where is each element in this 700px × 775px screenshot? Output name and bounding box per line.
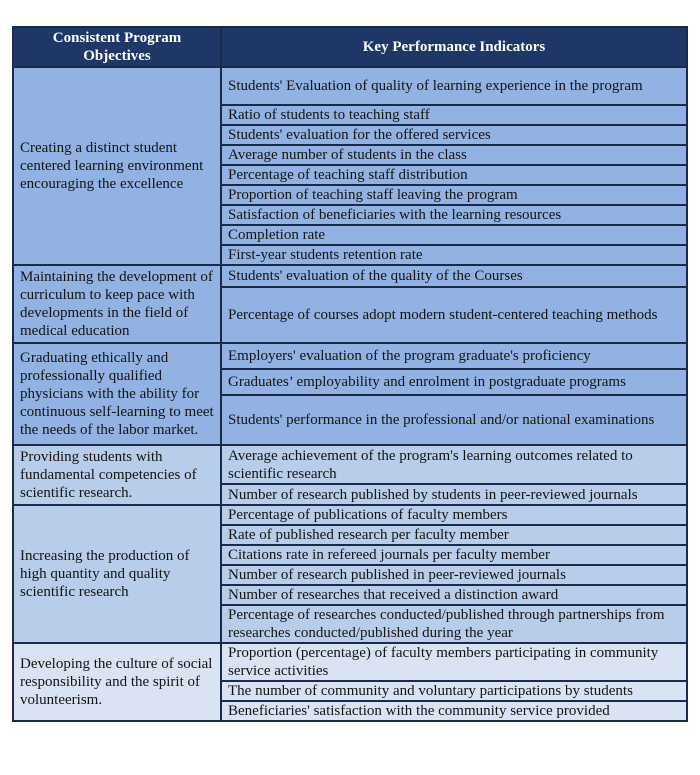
indicator-cell: Number of researches that received a distinction award — [221, 585, 687, 605]
indicator-cell: Employers' evaluation of the program graduate's proficiency — [221, 343, 687, 369]
indicator-cell: Proportion (percentage) of faculty members participating in community service activities — [221, 643, 687, 681]
table-row — [13, 643, 687, 681]
indicator-cell: Students' Evaluation of quality of learning experience in the program — [221, 67, 687, 105]
indicator-cell: Average number of students in the class — [221, 145, 687, 165]
table-row — [13, 505, 687, 525]
table-row — [13, 67, 687, 105]
objective-cell: Developing the culture of social responsibility and the spirit of volunteerism. — [13, 643, 221, 721]
table-row — [13, 265, 687, 287]
indicator-cell: Graduates’ employability and enrolment in postgraduate programs — [221, 369, 687, 395]
indicator-cell: Number of research published by students in peer-reviewed journals — [221, 484, 687, 505]
indicator-cell: Students' evaluation for the offered services — [221, 125, 687, 145]
indicator-cell: Number of research published in peer-reviewed journals — [221, 565, 687, 585]
objective-cell: Providing students with fundamental competencies of scientific research. — [13, 445, 221, 505]
indicator-cell: Completion rate — [221, 225, 687, 245]
kpi-table — [12, 26, 688, 722]
objective-cell: Graduating ethically and professionally qualified physicians with the ability for continuous self-learning to meet the needs of the labor market. — [13, 343, 221, 445]
indicator-cell: Percentage of researches conducted/published through partnerships from researches conducted/published during the year — [221, 605, 687, 643]
indicator-cell: Percentage of publications of faculty members — [221, 505, 687, 525]
kpis-header: Key Performance Indicators — [221, 27, 687, 67]
indicator-cell: Proportion of teaching staff leaving the program — [221, 185, 687, 205]
indicator-cell: Rate of published research per faculty member — [221, 525, 687, 545]
objectives-header: Consistent Program Objectives — [13, 27, 221, 67]
indicator-cell: Students' performance in the professional and/or national examinations — [221, 395, 687, 445]
objective-cell: Maintaining the development of curriculum to keep pace with developments in the field of medical education — [13, 265, 221, 343]
indicator-cell: The number of community and voluntary participations by students — [221, 681, 687, 701]
objective-cell: Increasing the production of high quantity and quality scientific research — [13, 505, 221, 643]
indicator-cell: Percentage of teaching staff distribution — [221, 165, 687, 185]
objective-cell: Creating a distinct student centered learning environment encouraging the excellence — [13, 67, 221, 265]
header-row — [13, 27, 687, 67]
table-row — [13, 343, 687, 369]
indicator-cell: Percentage of courses adopt modern student-centered teaching methods — [221, 287, 687, 343]
indicator-cell: Students' evaluation of the quality of the Courses — [221, 265, 687, 287]
indicator-cell: Average achievement of the program's learning outcomes related to scientific research — [221, 445, 687, 484]
kpi-table-container — [12, 26, 686, 722]
indicator-cell: Ratio of students to teaching staff — [221, 105, 687, 125]
indicator-cell: First-year students retention rate — [221, 245, 687, 265]
indicator-cell: Citations rate in refereed journals per faculty member — [221, 545, 687, 565]
indicator-cell: Satisfaction of beneficiaries with the learning resources — [221, 205, 687, 225]
indicator-cell: Beneficiaries' satisfaction with the community service provided — [221, 701, 687, 721]
table-row — [13, 445, 687, 484]
